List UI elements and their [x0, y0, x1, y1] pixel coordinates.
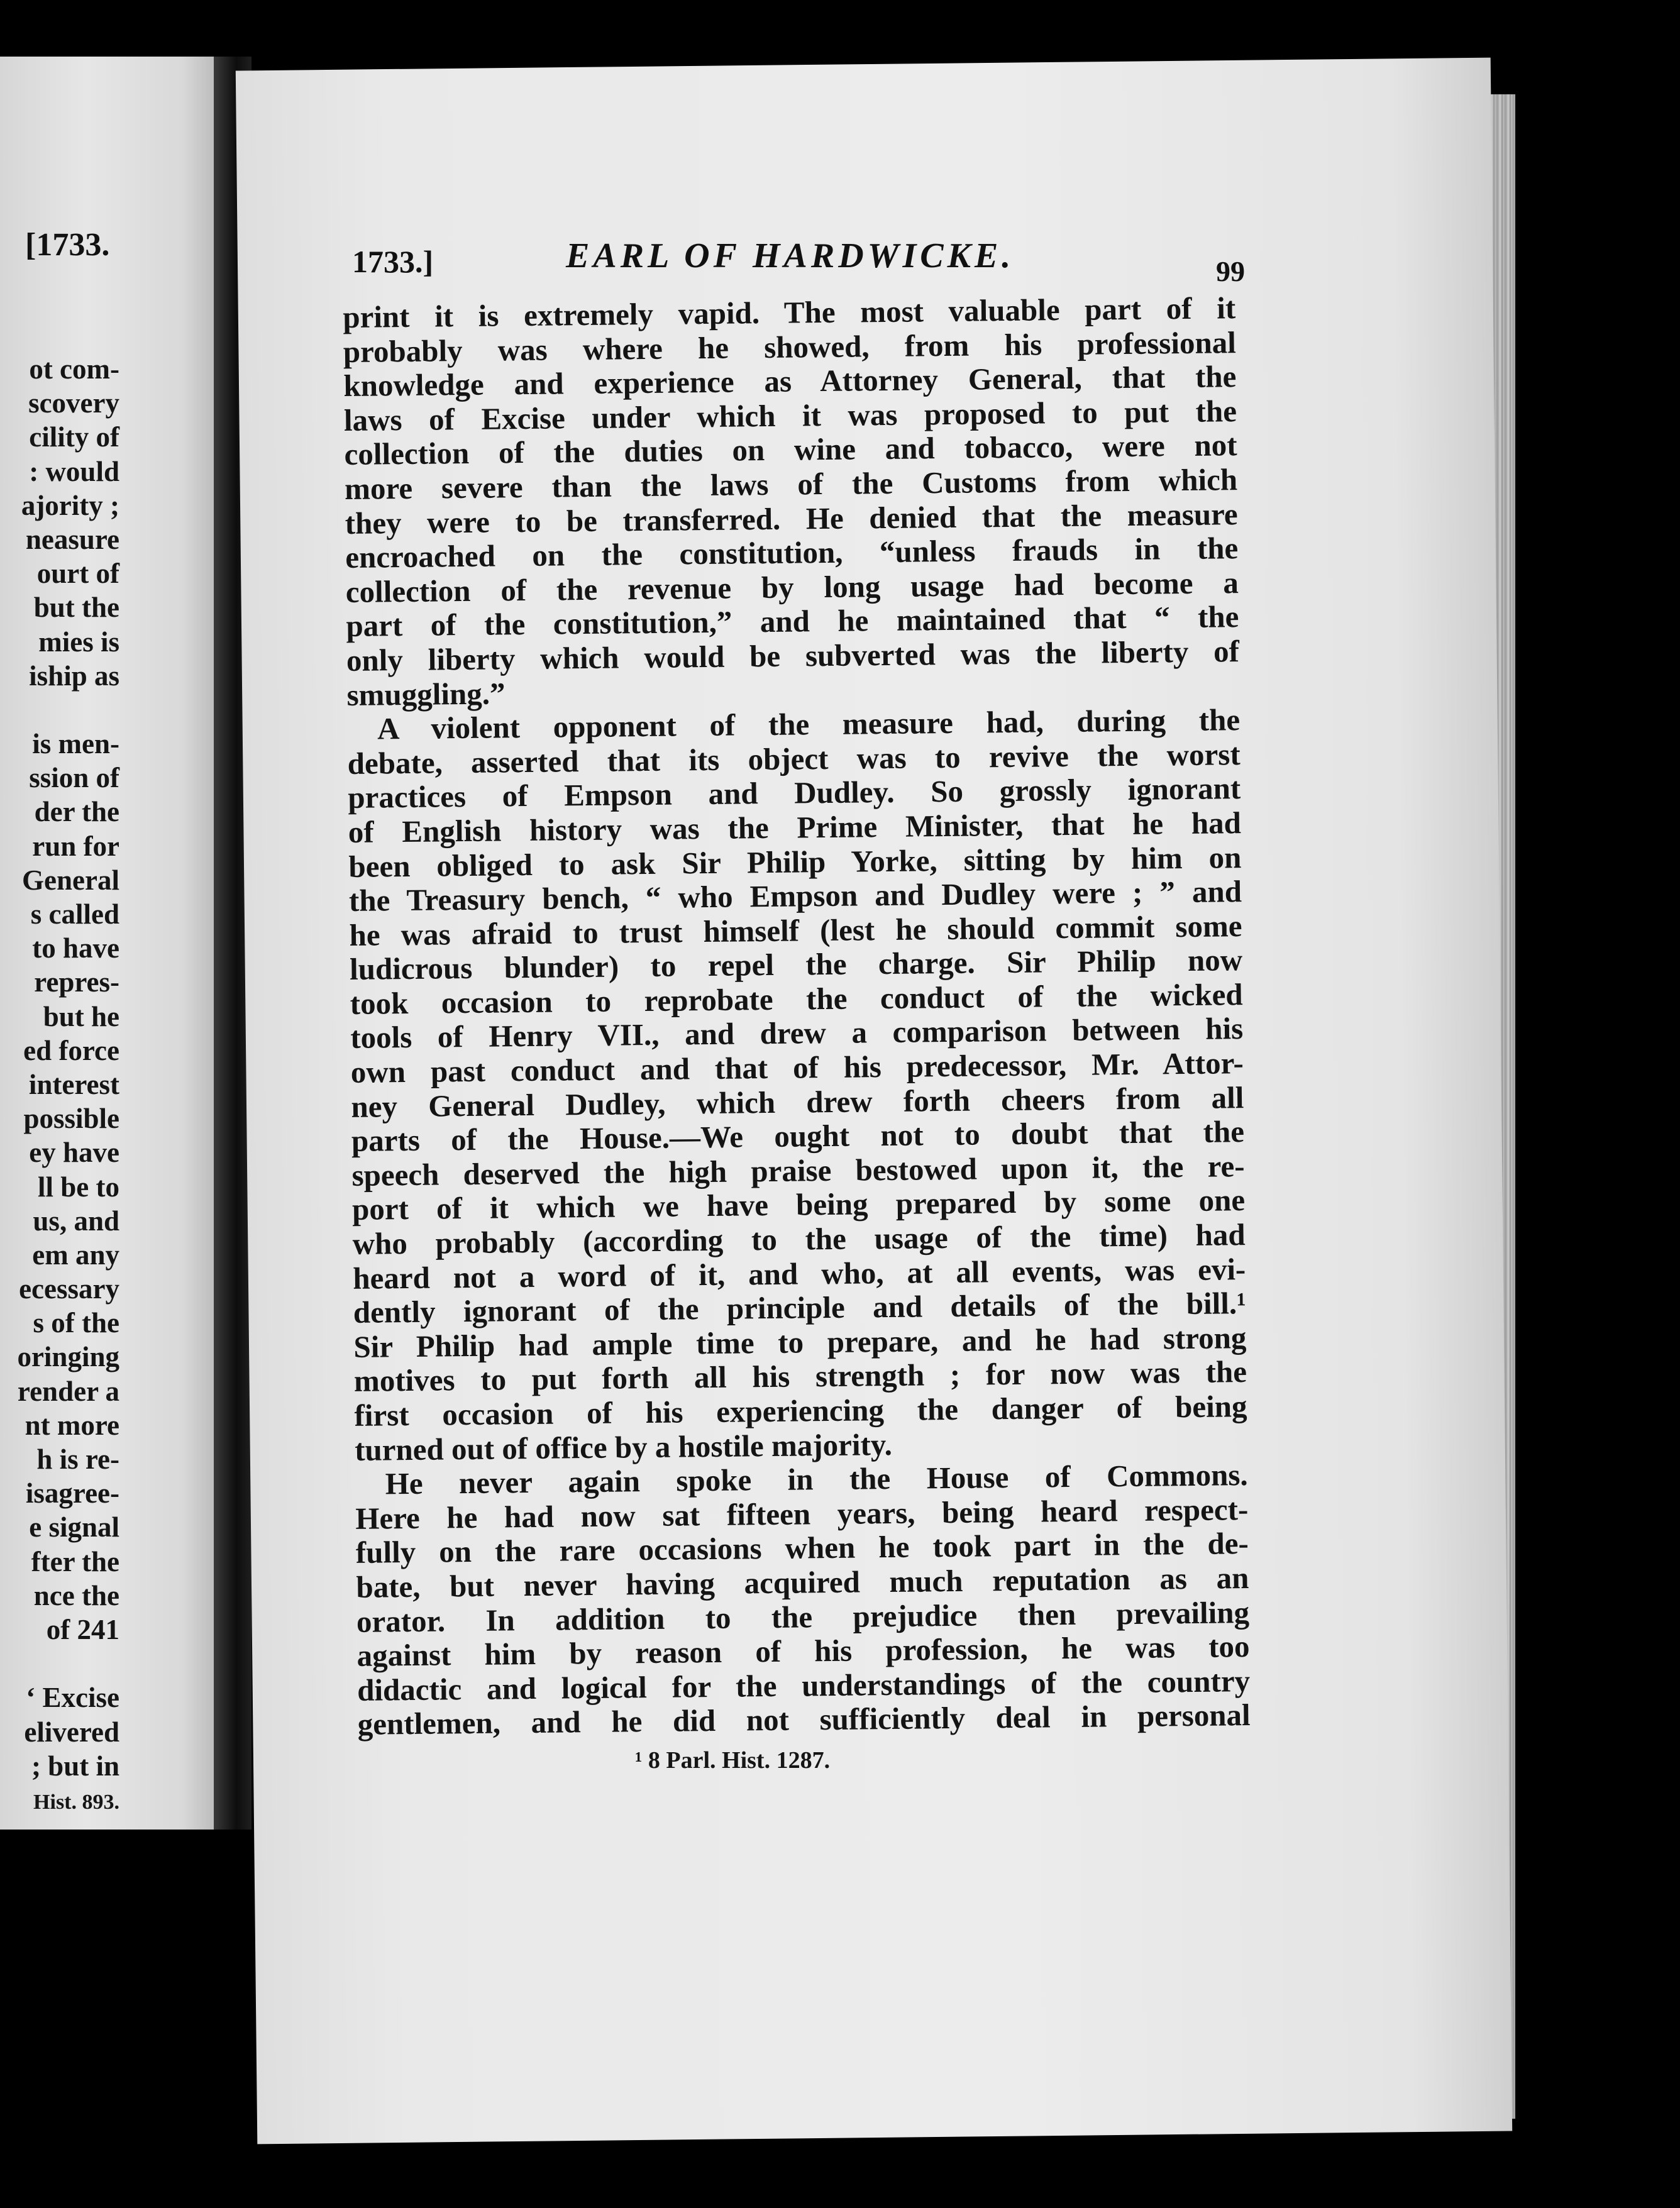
text-line: the Treasury bench, “ who Empson and Dudley were ; ” and — [348, 874, 1242, 919]
facing-page-line: but he — [43, 1000, 119, 1032]
facing-page-line: s called — [30, 898, 119, 930]
text-line: speech deserved the high praise bestowed upon it, the re- — [351, 1148, 1245, 1193]
text-line: Sir Philip had ample time to prepare, and he had strong — [353, 1320, 1247, 1364]
paragraph-end-line: turned out of office by a hostile majority. — [354, 1427, 893, 1467]
text-line: more severe than the laws of the Customs from which — [344, 462, 1238, 506]
text-line: probably was where he showed, from his professional — [343, 324, 1237, 369]
text-line: of English history was the Prime Minister, that he had — [348, 805, 1242, 849]
facing-page-line: isagree- — [25, 1477, 119, 1510]
text-line: ludicrous blunder) to repel the charge. Sir Philip now — [349, 942, 1243, 987]
facing-page-line: scovery — [28, 387, 119, 419]
paragraph-start-line: He never again spoke in the House of Commons. — [385, 1457, 1248, 1501]
running-head-year: 1733.] — [352, 244, 434, 279]
facing-page-line — [0, 693, 119, 727]
facing-page-line: mies is — [38, 626, 119, 658]
facing-page-line — [0, 1647, 119, 1681]
facing-page-line: General — [22, 864, 119, 896]
facing-page-line: to have — [32, 932, 119, 964]
facing-page-line: ourt of — [36, 558, 119, 590]
text-line: encroached on the constitution, “unless frauds in the — [345, 531, 1239, 575]
facing-page-line: possible — [23, 1103, 119, 1135]
facing-page-line: but the — [33, 592, 119, 624]
facing-page-line: cility of — [29, 421, 119, 453]
facing-page-line: fter the — [31, 1545, 119, 1577]
text-line: gentlemen, and he did not sufficiently deal in personal — [357, 1697, 1251, 1742]
facing-page-line: iship as — [29, 660, 119, 692]
text-line: who probably (according to the usage of the time) had — [352, 1217, 1246, 1261]
text-line: he was afraid to trust himself (lest he should commit some — [349, 908, 1242, 952]
text-line: didactic and logical for the understandings of the country — [356, 1663, 1251, 1708]
facing-page-line: ‘ Excise — [26, 1682, 119, 1714]
running-head — [352, 236, 1245, 292]
text-line: Here he had now sat fifteen years, being heard respect- — [355, 1491, 1249, 1536]
facing-page-line: ot com- — [29, 353, 119, 385]
text-line: bate, but never having acquired much reputation as an — [356, 1560, 1249, 1604]
facing-page-line: elivered — [24, 1716, 119, 1748]
text-line: only liberty which would be subverted was the liberty of — [346, 634, 1240, 678]
facing-page-line: nt more — [25, 1409, 119, 1441]
text-line: collection of the duties on wine and tobacco, were not — [344, 428, 1237, 472]
footnote: ¹ 8 Parl. Hist. 1287. — [635, 1747, 831, 1774]
text-line: debate, asserted that its object was to revive the worst — [347, 736, 1241, 781]
facing-page-line: interest — [28, 1068, 119, 1100]
text-line: collection of the revenue by long usage had become a — [345, 565, 1239, 609]
body-text — [343, 291, 1251, 1742]
text-line: tools of Henry VII., and drew a comparison between his — [350, 1011, 1244, 1056]
facing-page-text — [0, 352, 119, 1783]
text-line: port of it which we have being prepared by some one — [351, 1183, 1246, 1227]
facing-page-line: of 241 — [46, 1613, 119, 1645]
facing-page-line: ; but in — [31, 1750, 119, 1782]
text-line: they were to be transferred. He denied that the measure — [345, 496, 1238, 541]
facing-page-line: e signal — [29, 1511, 119, 1543]
text-line: against him by reason of his profession, he was too — [356, 1629, 1250, 1674]
facing-page-line: : would — [29, 455, 119, 487]
paragraph-end-line: smuggling.” — [346, 675, 506, 712]
facing-page-line: ecessary — [19, 1273, 119, 1305]
facing-page-line: ajority ; — [21, 489, 119, 521]
text-line: took occasion to reprobate the conduct of the wicked — [350, 976, 1243, 1021]
text-line: print it is extremely vapid. The most valuable part of it — [342, 290, 1236, 334]
facing-page-line: ed force — [23, 1034, 119, 1066]
text-line: first occasion of his experiencing the danger of being — [354, 1389, 1247, 1433]
text-line: laws of Excise under which it was proposed to put the — [343, 393, 1237, 438]
facing-page-line: ll be to — [38, 1171, 119, 1203]
facing-page-line: ey have — [29, 1137, 119, 1169]
facing-page-line: is men- — [32, 728, 119, 760]
facing-page-line: repres- — [34, 966, 119, 998]
page-number: 99 — [1216, 255, 1245, 287]
text-line: ney General Dudley, which drew forth cheers from all — [351, 1079, 1244, 1124]
text-line: orator. In addition to the prejudice then prevailing — [356, 1594, 1250, 1639]
text-line: practices of Empson and Dudley. So grossly ignorant — [347, 771, 1241, 815]
facing-page-line: der the — [34, 796, 119, 828]
text-line: part of the constitution,” and he maintained that “ the — [346, 599, 1239, 644]
text-line: own past conduct and that of his predecessor, Mr. Attor- — [350, 1046, 1244, 1090]
facing-page-line: em any — [32, 1239, 119, 1271]
text-line: motives to put forth all his strength ; for now was the — [353, 1354, 1247, 1399]
facing-page-line: ssion of — [29, 762, 119, 794]
facing-page-line: s of the — [33, 1307, 119, 1339]
facing-page-line: run for — [32, 830, 119, 862]
facing-page-line: us, and — [33, 1205, 119, 1237]
facing-page-line: nce the — [33, 1579, 119, 1611]
facing-page-line: h is re- — [36, 1443, 119, 1475]
text-line: fully on the rare occasions when he took part in the de- — [355, 1526, 1249, 1570]
facing-page-footnote: Hist. 893. — [33, 1791, 119, 1814]
facing-page-line: oringing — [17, 1341, 119, 1373]
facing-page-running-head: [1733. — [25, 227, 110, 263]
text-line: dently ignorant of the principle and details of the bill.¹ — [353, 1286, 1247, 1330]
running-head-title: EARL OF HARDWICKE. — [566, 236, 1015, 275]
text-line: parts of the House.—We ought not to doubt that the — [351, 1114, 1245, 1159]
paragraph-start-line: A violent opponent of the measure had, during the — [377, 702, 1241, 746]
text-line: heard not a word of it, and who, at all events, was evi- — [352, 1251, 1246, 1296]
text-line: been obliged to ask Sir Philip Yorke, sitting by him on — [348, 839, 1242, 884]
facing-page-line: neasure — [25, 523, 119, 555]
facing-page-line: render a — [17, 1375, 119, 1407]
text-line: knowledge and experience as Attorney General, that the — [343, 359, 1237, 404]
facing-page — [0, 57, 214, 1830]
